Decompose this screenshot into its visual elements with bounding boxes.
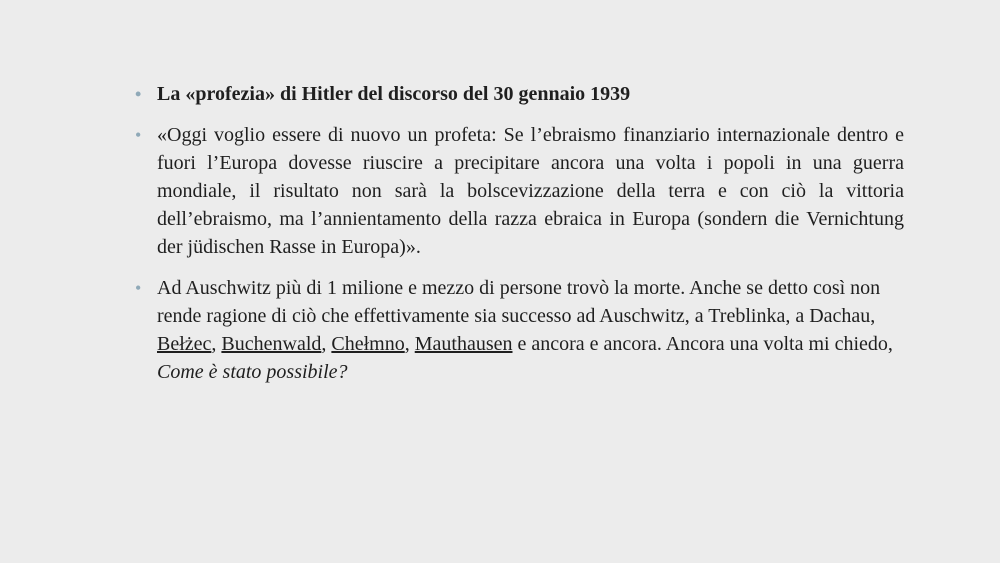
slide-content [133,80,904,399]
bullet-icon: • [135,84,142,104]
bullet-icon: • [135,278,142,298]
bullet-icon: • [135,125,142,145]
link-buchenwald[interactable]: Buchenwald [221,333,322,355]
bullet-item-quote [133,121,904,261]
quote-text: «Oggi voglio essere di nuovo un profeta: Se l’ebraismo finanziario internazionale dentro e fuori l’Europa dovesse riuscire a precipitare ancora una volta i popoli in una guerra mondiale, il risultato non sarà la bolscevizzazione della terra e con ciò la vittoria dell’ebraismo, ma l’annientamento della razza ebraica in Europa (sondern die Vernichtung der jüdischen Rasse in Europa)». [157,124,904,258]
bullet-item-camps [133,274,904,386]
link-belzec[interactable]: Bełżec [157,333,212,355]
question-text: Come è stato possibile? [157,361,348,383]
camps-text-end: e ancora e ancora. Ancora una volta mi chiedo, [512,333,893,355]
bullet-item-title [133,80,904,108]
link-chelmno[interactable]: Chełmno [331,333,405,355]
link-mauthausen[interactable]: Mauthausen [414,333,513,355]
separator: , [321,333,332,355]
bullet-text: La «profezia» di Hitler del discorso del 30 gennaio 1939 [157,83,631,105]
separator: , [211,333,222,355]
separator: , [404,333,415,355]
camps-text-start: Ad Auschwitz più di 1 milione e mezzo di persone trovò la morte. Anche se detto così non rende ragione di ciò che effettivamente sia successo ad Auschwitz, a Treblinka, a Dachau, [157,277,881,327]
